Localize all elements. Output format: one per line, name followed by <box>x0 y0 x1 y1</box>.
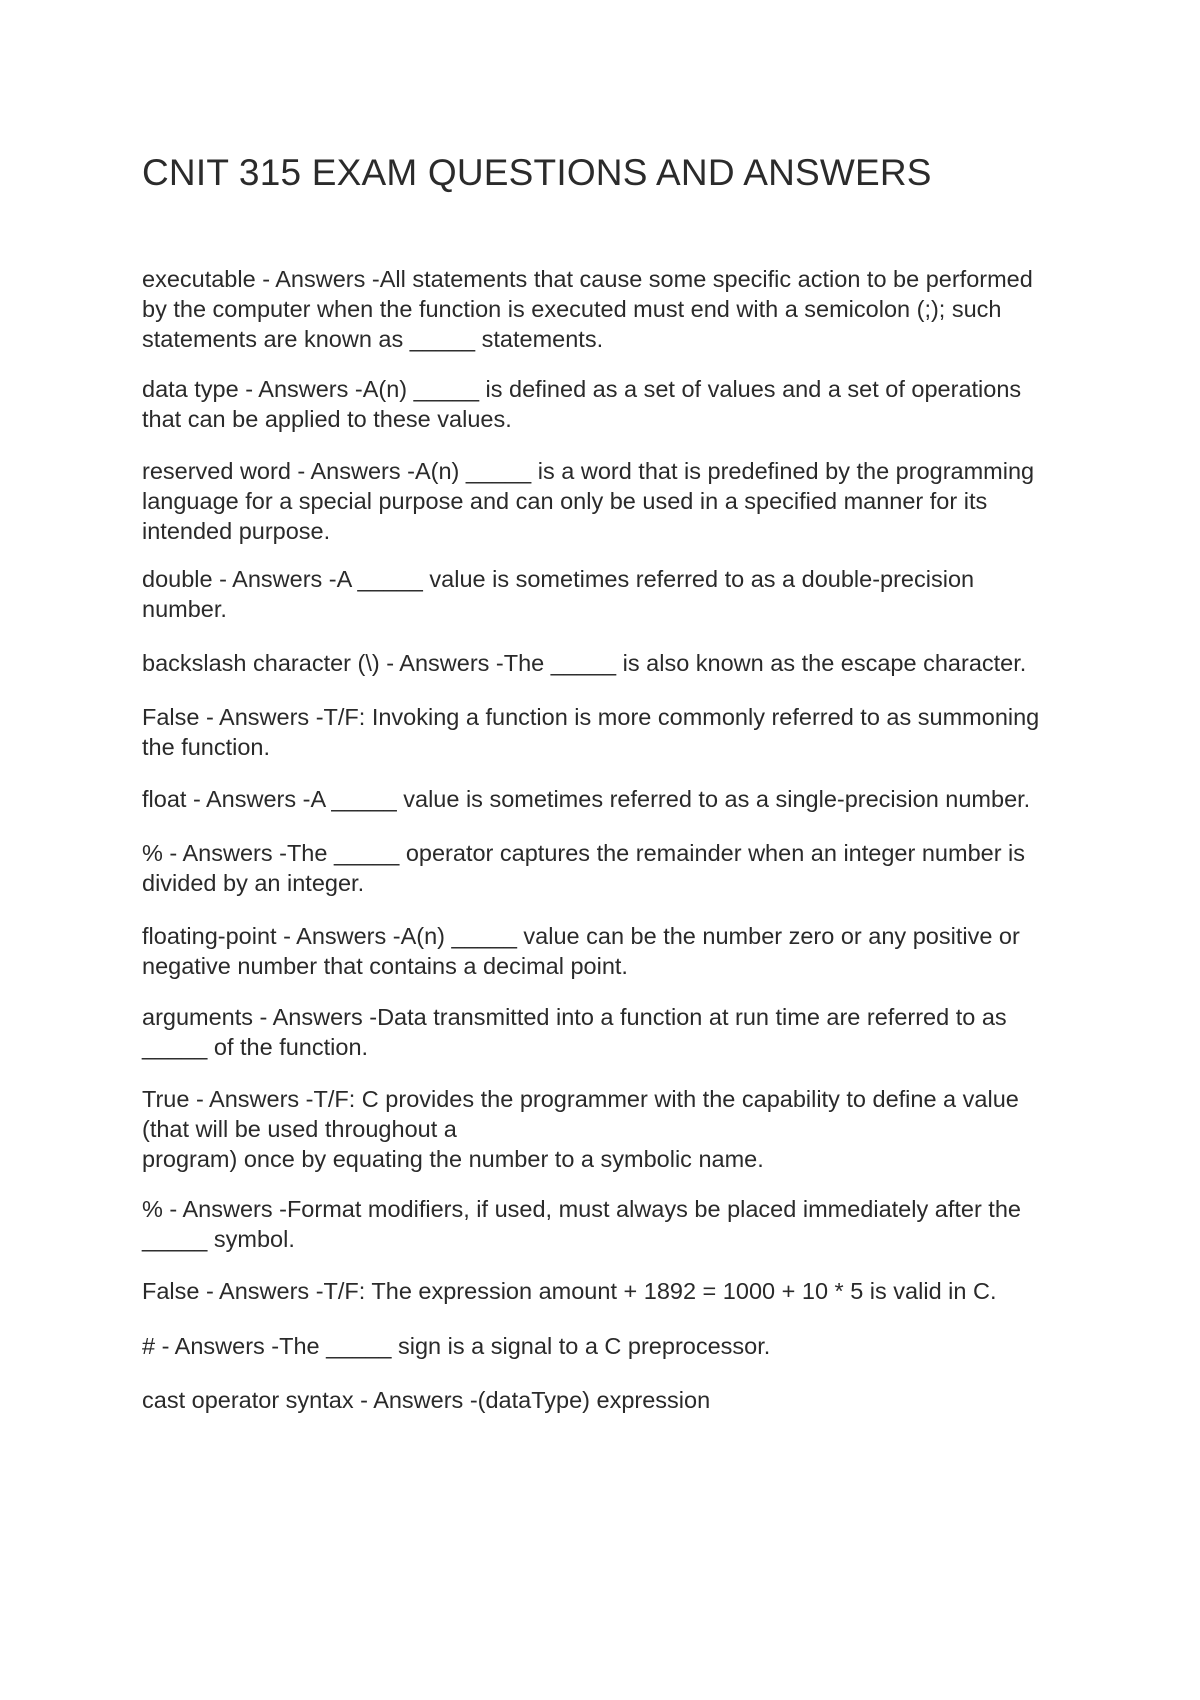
qa-line: backslash character (\) - Answers -The _____ is also known as the escape character. <box>142 650 1027 676</box>
qa-line: program) once by equating the number to a symbolic name. <box>142 1146 764 1172</box>
qa-item <box>142 1276 1072 1306</box>
qa-item <box>142 1002 1072 1062</box>
qa-line: % - Answers -The _____ operator captures the remainder when an integer number is <box>142 840 1026 866</box>
qa-item <box>142 1194 1072 1254</box>
qa-line: reserved word - Answers -A(n) _____ is a word that is predefined by the programming <box>142 458 1035 484</box>
qa-line: executable - Answers -All statements that cause some specific action to be performed <box>142 266 1033 292</box>
qa-item <box>142 1331 1072 1361</box>
qa-line: double - Answers -A _____ value is sometimes referred to as a double-precision <box>142 566 975 592</box>
qa-line: number. <box>142 596 227 622</box>
qa-line: negative number that contains a decimal point. <box>142 953 628 979</box>
document-title: CNIT 315 EXAM QUESTIONS AND ANSWERS <box>142 152 932 193</box>
qa-item <box>142 838 1072 898</box>
qa-item <box>142 648 1072 678</box>
qa-item <box>142 1084 1072 1174</box>
qa-item <box>142 264 1072 354</box>
qa-line: False - Answers -T/F: The expression amount + 1892 = 1000 + 10 * 5 is valid in C. <box>142 1278 997 1304</box>
qa-line: divided by an integer. <box>142 870 365 896</box>
qa-line: True - Answers -T/F: C provides the programmer with the capability to define a value <box>142 1086 1019 1112</box>
qa-item <box>142 921 1072 981</box>
qa-line: that can be applied to these values. <box>142 406 512 432</box>
qa-item <box>142 374 1072 434</box>
qa-line: intended purpose. <box>142 518 331 544</box>
qa-line: % - Answers -Format modifiers, if used, must always be placed immediately after the <box>142 1196 1021 1222</box>
qa-line: _____ of the function. <box>142 1034 369 1060</box>
qa-line: (that will be used throughout a <box>142 1116 457 1142</box>
qa-line: data type - Answers -A(n) _____ is defined as a set of values and a set of operations <box>142 376 1022 402</box>
qa-item <box>142 1385 1072 1415</box>
qa-list <box>142 0 1072 1700</box>
qa-item <box>142 456 1072 546</box>
qa-line: cast operator syntax - Answers -(dataType) expression <box>142 1387 711 1413</box>
qa-line: False - Answers -T/F: Invoking a function is more commonly referred to as summoning <box>142 704 1040 730</box>
qa-line: statements are known as _____ statements. <box>142 326 604 352</box>
qa-item <box>142 564 1072 624</box>
qa-line: # - Answers -The _____ sign is a signal to a C preprocessor. <box>142 1333 771 1359</box>
qa-line: arguments - Answers -Data transmitted into a function at run time are referred to as <box>142 1004 1007 1030</box>
qa-line: the function. <box>142 734 271 760</box>
qa-item <box>142 702 1072 762</box>
qa-item <box>142 784 1072 814</box>
qa-line: by the computer when the function is executed must end with a semicolon (;); such <box>142 296 1002 322</box>
qa-line: language for a special purpose and can only be used in a specified manner for its <box>142 488 988 514</box>
qa-line: float - Answers -A _____ value is sometimes referred to as a single-precision number. <box>142 786 1031 812</box>
qa-line: _____ symbol. <box>142 1226 295 1252</box>
qa-line: floating-point - Answers -A(n) _____ value can be the number zero or any positive or <box>142 923 1020 949</box>
